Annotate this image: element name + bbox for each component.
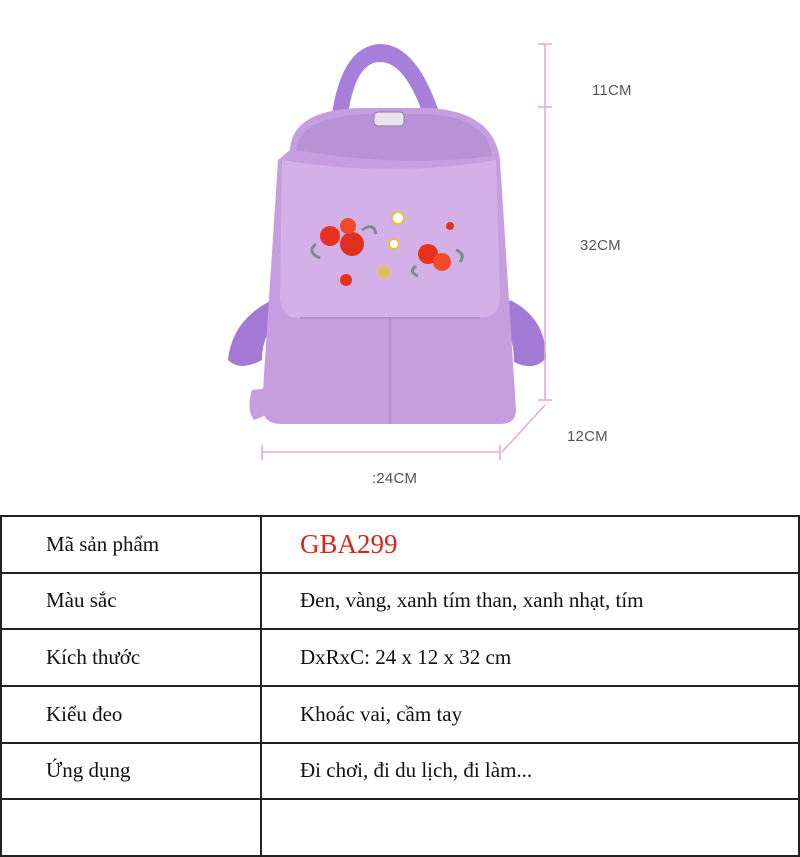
zipper-pull xyxy=(374,112,404,126)
table-row xyxy=(1,516,799,573)
table-row xyxy=(1,629,799,686)
spec-value: DxRxC: 24 x 12 x 32 cm xyxy=(261,629,799,686)
spec-label: Ứng dụng xyxy=(1,743,261,800)
spec-label: Màu sắc xyxy=(1,573,261,630)
handle-height-label: 11CM xyxy=(592,82,632,99)
spec-label: Kích thước xyxy=(1,629,261,686)
table-row xyxy=(1,686,799,743)
table-row xyxy=(1,743,799,800)
width-label: :24CM xyxy=(372,470,418,487)
spec-value xyxy=(261,799,799,856)
table-row xyxy=(1,799,799,856)
spec-label: Kiểu đeo xyxy=(1,686,261,743)
spec-value: Đen, vàng, xanh tím than, xanh nhạt, tím xyxy=(261,573,799,630)
spec-label xyxy=(1,799,261,856)
product-code: GBA299 xyxy=(261,516,799,573)
depth-label: 12CM xyxy=(567,428,608,445)
table-row xyxy=(1,573,799,630)
spec-value: Đi chơi, đi du lịch, đi làm... xyxy=(261,743,799,800)
spec-table xyxy=(0,515,800,857)
height-label: 32CM xyxy=(580,237,621,254)
spec-value: Khoác vai, cầm tay xyxy=(261,686,799,743)
spec-label: Mã sản phẩm xyxy=(1,516,261,573)
bag-flap xyxy=(280,160,500,318)
